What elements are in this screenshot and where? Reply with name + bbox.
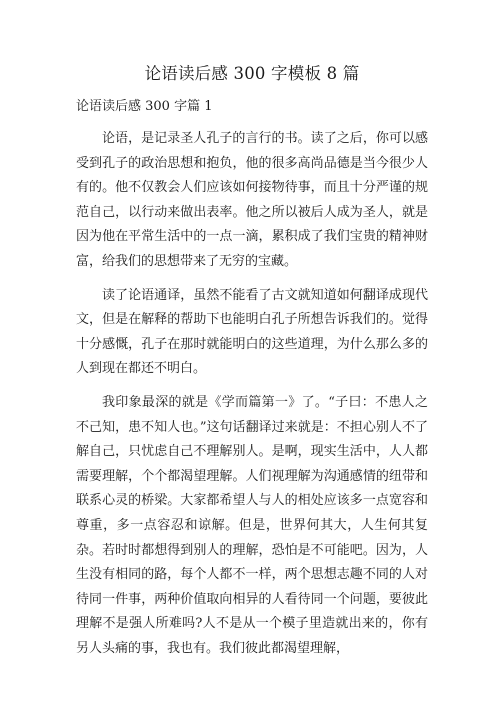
document-title: 论语读后感 300 字模板 8 篇 — [144, 64, 360, 83]
paragraph-2: 读了论语通译，虽然不能看了古文就知道如何翻译成现代文，但是在解释的帮助下也能明白孔子所想告诉我们的。觉得十分感慨，孔子在那时就能明白的这些道理，为什么那么多的人到现在都还不明白。 — [76, 287, 428, 377]
paragraph-1: 论语，是记录圣人孔子的言行的书。读了之后，你可以感受到孔子的政治思想和抱负，他的很多高尚品德是当今很少人有的。他不仅教会人们应该如何接物待事，而且十分严谨的规范自己，以行动来做出表率。他之所以被后人成为圣人，就是因为他在平常生活中的一点一滴，累积成了我们宝贵的精神财富，给我们的思想带来了无穷的宝藏。 — [76, 131, 428, 269]
paragraph-3: 我印象最深的就是《学而篇第一》了。“子曰：不患人之不己知，患不知人也。”这句话翻译过来就是：不担心别人不了解自己，只忧虑自己不理解别人。是啊，现实生活中，人人都需要理解，个个都渴望理解。人们视理解为沟通感情的纽带和联系心灵的桥梁。大家都希望人与人的相处应该多一点宽容和尊重，多一点容忍和谅解。但是，世界何其大，人生何其复杂。若时时都想得到别人的理解，恐怕是不可能吧。因为，人生没有相同的路，每个人都不一样，两个思想志趣不同的人对待同一件事，两种价值取向相异的人看待同一个问题，要彼此理解不是强人所难吗?人不是从一个模子里造就出来的，你有另人头痛的事，我也有。我们彼此都渴望理解， — [76, 394, 428, 656]
section-heading: 论语读后感 300 字篇 1 — [76, 99, 213, 114]
